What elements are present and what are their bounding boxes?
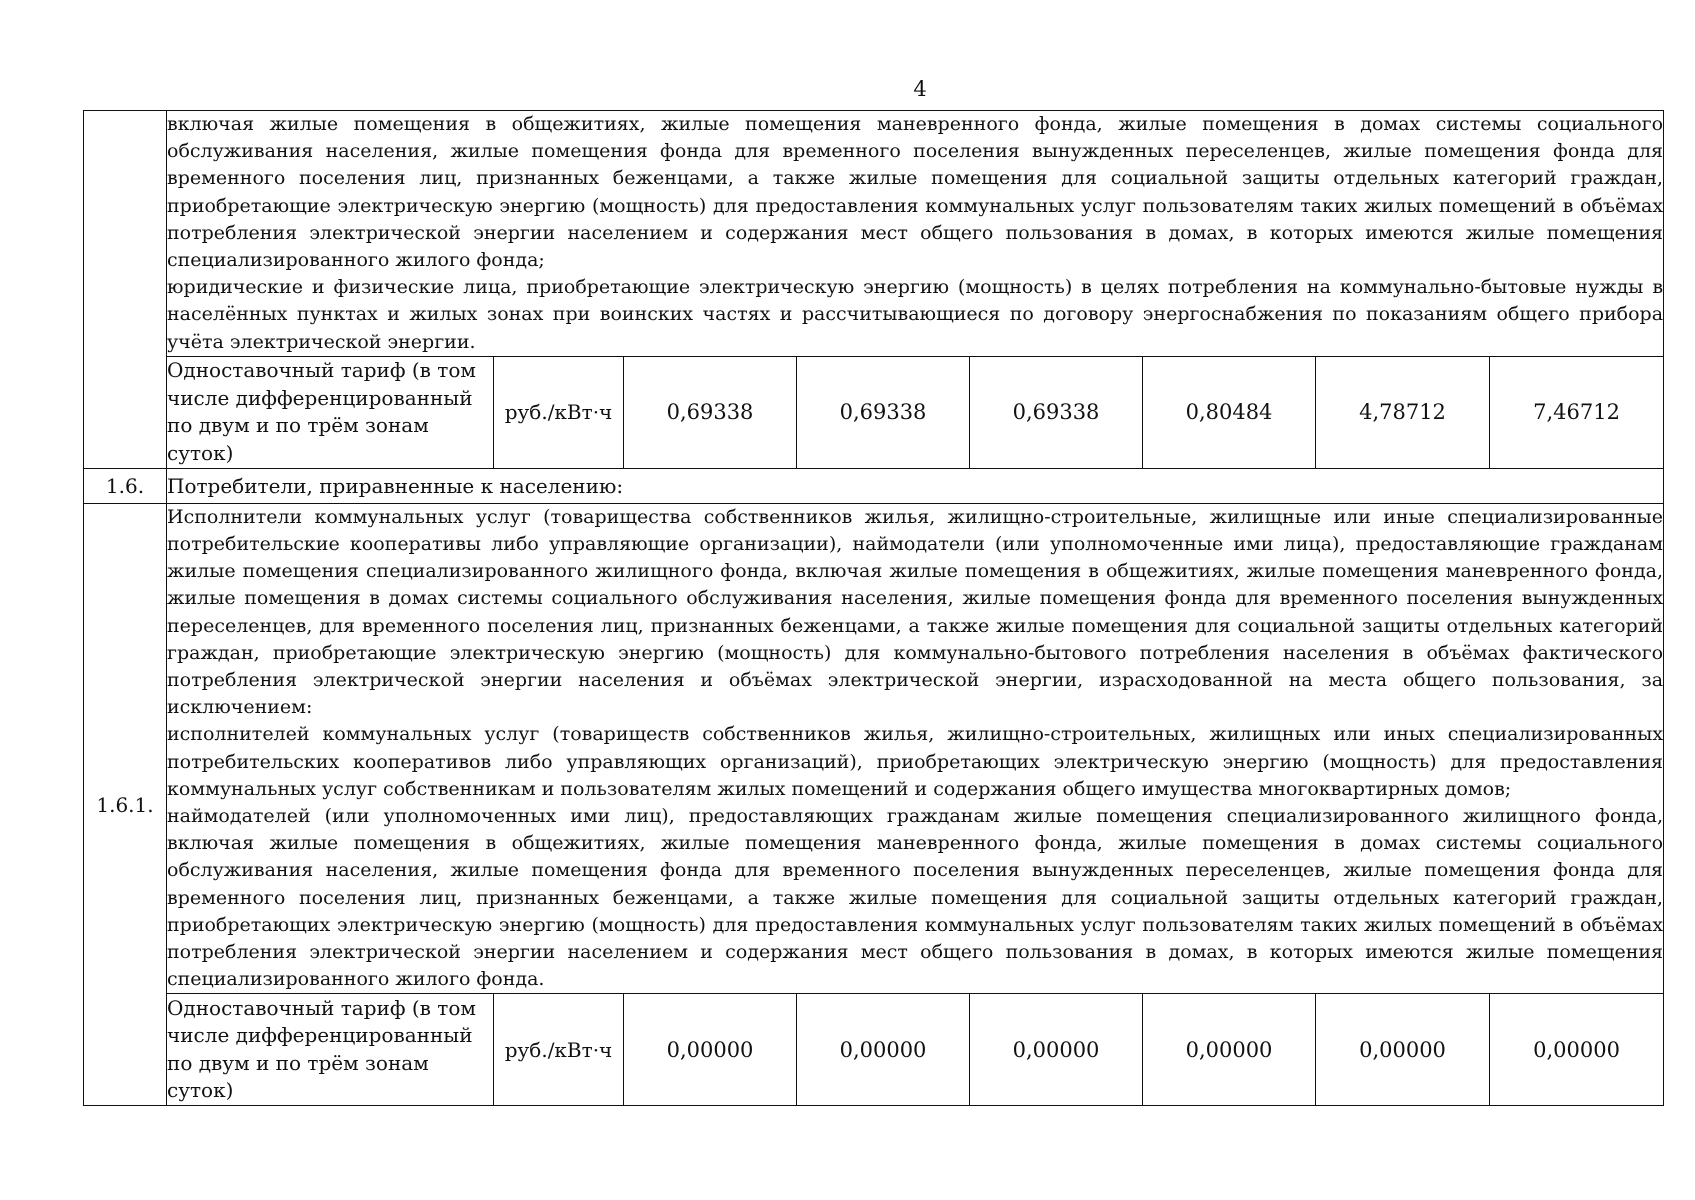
tariff-value: 0,00000 [1316,994,1490,1106]
table-row [84,503,1664,994]
tariff-unit: руб./кВт·ч [494,356,624,468]
paragraph: исполнителей коммунальных услуг (товариществ собственников жилья, жилищно-строительных, жилищных или иных специализированных потребительских кооперативов либо управляющих организаций), приобретающих электрическую энергию (мощность) для предоставления коммунальных услуг собственникам и пользователям жилых помещений и содержания общего имущества многоквартирных домов; [167,723,1664,800]
tariff-label: Одноставочный тариф (в том числе дифференцированный по двум и по трём зонам суток) [167,356,494,468]
tariff-value: 7,46712 [1490,356,1664,468]
tariff-label: Одноставочный тариф (в том числе дифференцированный по двум и по трём зонам суток) [167,994,494,1106]
section-heading-row [84,468,1664,503]
tariff-value: 0,00000 [624,994,797,1106]
tariff-table [83,110,1664,1106]
consumer-description-cell [167,503,1664,994]
table-row [84,111,1664,357]
tariff-value: 0,69338 [797,356,970,468]
tariff-value: 0,80484 [1143,356,1316,468]
tariff-value: 0,00000 [1490,994,1664,1106]
paragraph: Исполнители коммунальных услуг (товарищества собственников жилья, жилищно-строительные, жилищные или иные специализированные потребительские кооперативы либо управляющие организации), наймодатели (или уполномоченные ими лица), предоставляющие гражданам жилые помещения специализированного жилищного фонда, включая жилые помещения в общежитиях, жилые помещения маневренного фонда, жилые помещения в домах системы социального обслуживания населения, жилые помещения фонда для временного поселения вынужденных переселенцев, для временного поселения лиц, признанных беженцами, а также жилые помещения для социальной защиты отдельных категорий граждан, приобретающие электрическую энергию (мощность) для коммунально-бытового потребления населения в объёмах фактического потребления электрической энергии населения и объёмах электрической энергии, израсходованной на места общего пользования, за исключением: [167,505,1664,719]
section-number: 1.6.1. [84,503,167,1106]
section-number: 1.6. [84,468,167,503]
section-title: Потребители, приравненные к населению: [167,468,1664,503]
tariff-unit: руб./кВт·ч [494,994,624,1106]
tariff-row [84,356,1664,468]
tariff-value: 4,78712 [1316,356,1490,468]
tariff-value: 0,00000 [970,994,1143,1106]
tariff-value: 0,00000 [1143,994,1316,1106]
consumer-description-cell [167,111,1664,357]
number-cell-empty [84,111,167,469]
paragraph: юридические и физические лица, приобретающие электрическую энергию (мощность) в целях потребления на коммунально-бытовые нужды в населённых пунктах и жилых зонах при воинских частях и рассчитывающиеся по договору энергоснабжения по показаниям общего прибора учёта электрической энергии. [167,276,1664,353]
paragraph: включая жилые помещения в общежитиях, жилые помещения маневренного фонда, жилые помещения в домах системы социального обслуживания населения, жилые помещения фонда для временного поселения вынужденных переселенцев, жилые помещения фонда для временного поселения лиц, признанных беженцами, а также жилые помещения для социальной защиты отдельных категорий граждан, приобретающие электрическую энергию (мощность) для предоставления коммунальных услуг пользователям таких жилых помещений в объёмах потребления электрической энергии населением и содержания мест общего пользования в домах, в которых имеются жилые помещения специализированного жилого фонда; [167,113,1664,272]
tariff-row [84,994,1664,1106]
tariff-value: 0,69338 [970,356,1143,468]
paragraph: наймодателей (или уполномоченных ими лиц), предоставляющих гражданам жилые помещения специализированного жилищного фонда, включая жилые помещения в общежитиях, жилые помещения маневренного фонда, жилые помещения в домах системы социального обслуживания населения, жилые помещения фонда для временного поселения вынужденных переселенцев, жилые помещения фонда для временного поселения лиц, признанных беженцами, а также жилые помещения для социальной защиты отдельных категорий граждан, приобретающих электрическую энергию (мощность) для предоставления коммунальных услуг пользователям таких жилых помещений в объёмах потребления электрической энергии населением и содержания мест общего пользования в домах, в которых имеются жилые помещения специализированного жилого фонда. [167,805,1664,991]
page-number: 4 [913,77,927,101]
tariff-value: 0,69338 [624,356,797,468]
tariff-value: 0,00000 [797,994,970,1106]
